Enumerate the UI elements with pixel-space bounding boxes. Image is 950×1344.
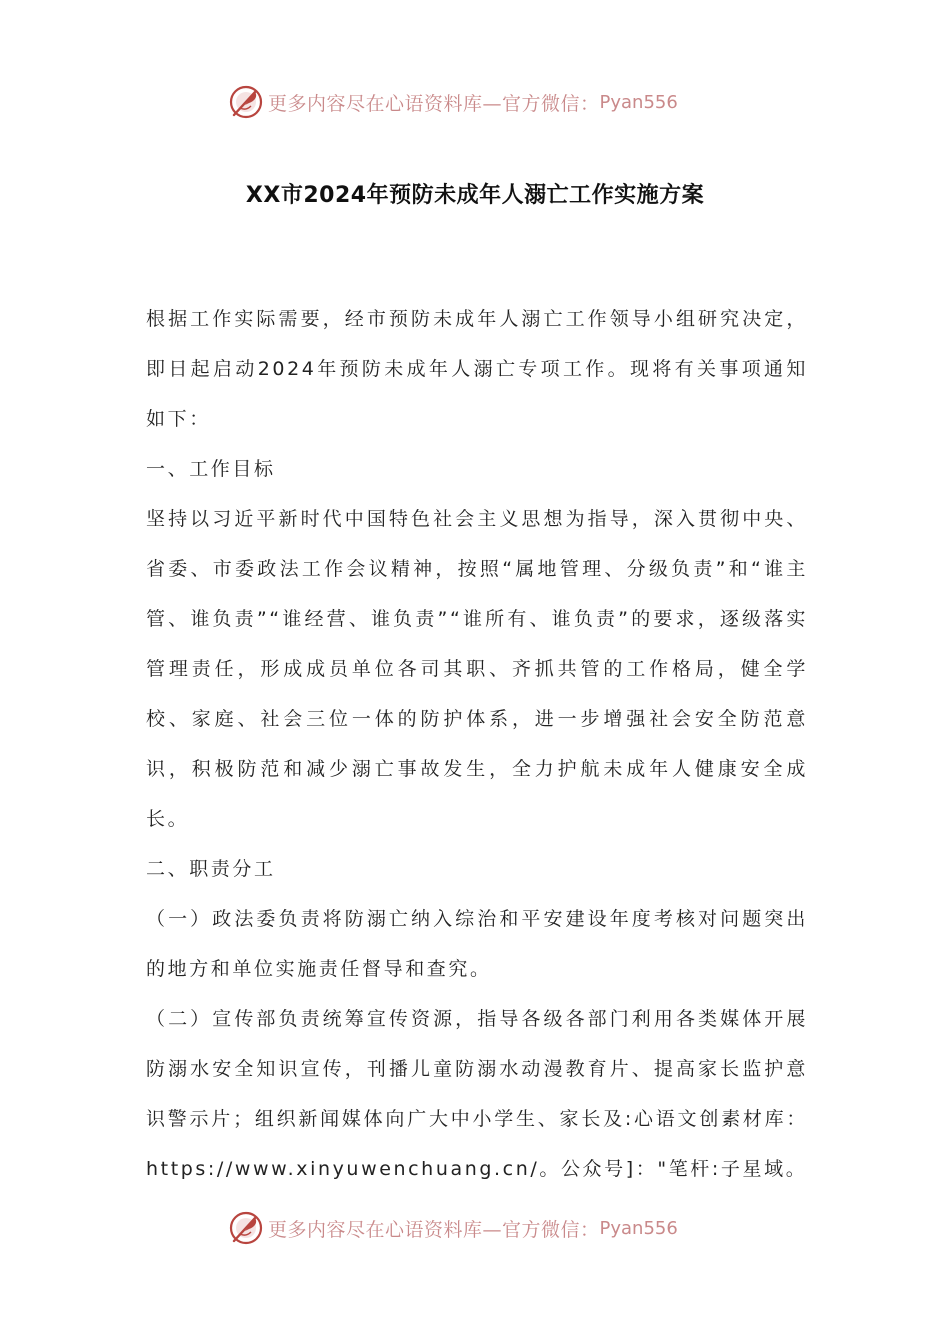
quill-logo-icon	[228, 1210, 264, 1246]
footer-banner	[228, 1208, 678, 1248]
intro-paragraph: 根据工作实际需要，经市预防未成年人溺亡工作领导小组研究决定，即日起启动2024年预防未成年人溺亡专项工作。现将有关事项通知如下：	[146, 308, 808, 430]
banner-text: 更多内容尽在心语资料库—官方微信：	[268, 92, 600, 115]
goals-paragraph: 坚持以习近平新时代中国特色社会主义思想为指导，深入贯彻中央、省委、市委政法工作会议精神，按照“属地管理、分级负责”和“谁主管、谁负责”“谁经营、谁负责”“谁所有、谁负责”的要求，逐级落实管理责任，形成成员单位各司其职、齐抓共管的工作格局，健全学校、家庭、社会三位一体的防护体系，进一步增强社会安全防范意识，积极防范和减少溺亡事故发生，全力护航未成年人健康安全成长。	[146, 508, 808, 830]
banner-contact: Pyan556	[599, 91, 678, 113]
section-heading-duties: 二、职责分工	[146, 858, 276, 880]
banner-text: 更多内容尽在心语资料库—官方微信：	[268, 1218, 600, 1241]
duty-paragraph-2: （二）宣传部负责统筹宣传资源，指导各级各部门利用各类媒体开展防溺水安全知识宣传，刊播儿童防溺水动漫教育片、提高家长监护意识警示片；组织新闻媒体向广大中小学生、家长及:心语文创素材库：https://www.xinyuwenchuang.cn/。公众号]："笔杆:子星域。	[146, 1008, 808, 1180]
section-heading-goals: 一、工作目标	[146, 458, 276, 480]
document-title: XX市2024年预防未成年人溺亡工作实施方案	[245, 183, 705, 208]
header-banner	[228, 82, 678, 122]
document-body	[146, 294, 808, 1194]
duty-paragraph-1: （一）政法委负责将防溺亡纳入综治和平安建设年度考核对问题突出的地方和单位实施责任督导和查究。	[146, 908, 808, 980]
banner-contact: Pyan556	[599, 1217, 678, 1239]
quill-logo-icon	[228, 84, 264, 120]
